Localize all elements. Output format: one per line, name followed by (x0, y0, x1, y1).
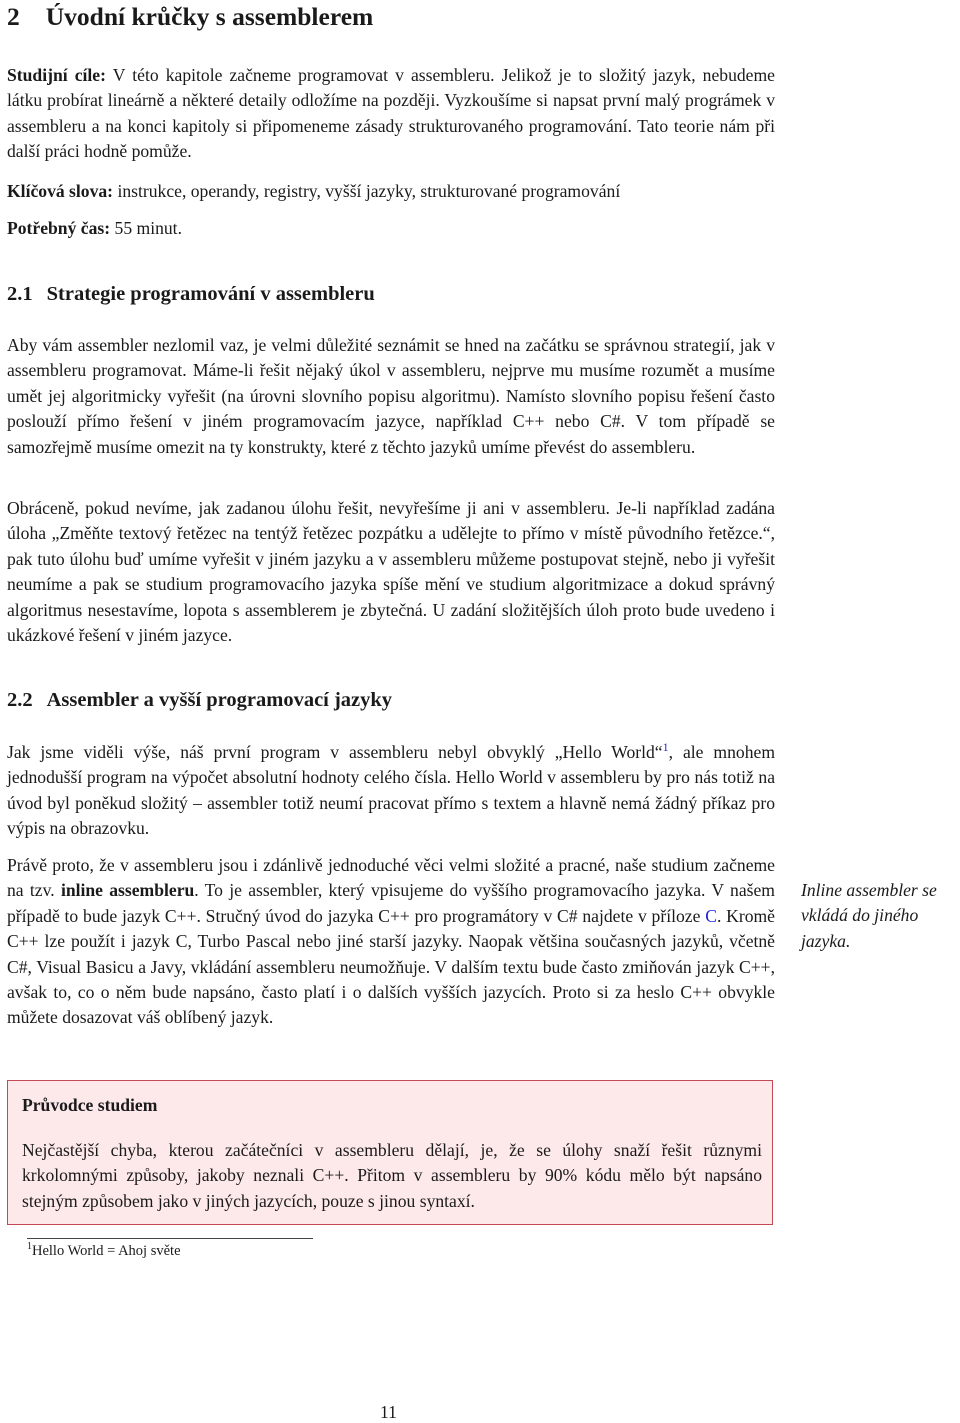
chapter-title: Úvodní krůčky s assemblerem (45, 2, 374, 31)
study-guide-text: Nejčastější chyba, kterou začátečníci v assembleru dělají, je, že se úlohy snaží řešit různymi krkolomnými způsoby, jakoby neznali C++. Přitom v assembleru by 90% kódu mělo být napsáno stejným způsobem jako v jiných jazycích, pouze s jinou syntaxí. (22, 1140, 762, 1211)
paragraph-text: Aby vám assembler nezlomil vaz, je velmi důležité seznámit se hned na začátku se správnou strategií, jak v assembleru programovat. Máme-li řešit nějaký úkol v assembleru, nejprve mu musíme rozumět a musíme umět jej algoritmicky vyřešit (na úrovni slovního popisu algoritmu). Namísto slovního popisu řešení často poslouží přímo řešení v jiném programovacím jazyce, například C++ nebo C#. V tom případě se samozřejmě musíme omezit na ty konstrukty, které z těchto jazyků umíme převést do assembleru. (7, 335, 775, 457)
time-text: 55 minut. (114, 218, 182, 238)
paragraph-text: Obráceně, pokud nevíme, jak zadanou úlohu řešit, nevyřešíme ji ani v assembleru. Je-li například zadána úloha „Změňte textový řetězec na tentýž řetězec pozpátku a udělejte to přímo v místě původního řetězce.“, pak tuto úlohu buď umíme vyřešit v jiném jazyku a v assembleru můžeme postupovat stejně, nebo ji vyřešit neumíme a pak se studium programovacího jazyka spíše mění ve studium algoritmizace a dokud správný algoritmus nesestavíme, lopota s assemblerem je zbytečná. U zadání složitějších úloh proto bude uvedeno i ukázkové řešení v jiném jazyce. (7, 498, 775, 646)
paragraph-text: . To je assembler, který vpisujeme do vyššího programovacího jazyka. V našem případě to bude jazyk C++. Stručný úvod do jazyka C++ pro programátory v C# najdete v příloze (7, 880, 775, 926)
section-heading-2-1 (7, 283, 375, 306)
required-time (7, 216, 775, 241)
chapter-number: 2 (7, 2, 20, 31)
paragraph-text: , ale mnohem jednodušší program na výpočet absolutní hodnoty celého čísla. Hello World v assembleru by pro nás totiž na úvod byl poněkud složitý – assembler totiž neumí pracovat přímo s textem a hlavně nemá žádný příkaz pro výpis na obrazovku. (7, 742, 775, 839)
section-number: 2.1 (7, 283, 33, 305)
footnote (27, 1243, 181, 1260)
keywords-label: Klíčová slova: (7, 181, 114, 201)
chapter-heading (7, 2, 373, 32)
section-title: Strategie programování v assembleru (46, 283, 375, 305)
footnote-mark: 1 (27, 1241, 32, 1253)
page-number: 11 (380, 1402, 397, 1422)
section-title: Assembler a vyšší programovací jazyky (46, 689, 393, 711)
time-label: Potřebný čas: (7, 218, 111, 238)
objectives-label: Studijní cíle: (7, 65, 106, 85)
section-number: 2.2 (7, 689, 33, 711)
margin-note: Inline assembler se vkládá do jiného jazyka. (801, 880, 937, 951)
paragraph-text: Jak jsme viděli výše, náš první program v assembleru nebyl obvyklý „Hello World“ (7, 742, 663, 762)
objectives-text: V této kapitole začneme programovat v assembleru. Jelikož je to složitý jazyk, nebudeme látku probírat lineárně a některé detaily odložíme na později. Vyzkoušíme si napsat první malý prográmek v assembleru a na konci kapitoly si připomeneme zásady strukturovaného programování. Tato teorie nám při další práci hodně pomůže. (7, 65, 775, 162)
footnote-reference[interactable]: 1 (662, 740, 669, 755)
study-objectives (7, 63, 775, 165)
appendix-link[interactable]: C (705, 905, 717, 926)
section-2-2-paragraph-2 (7, 853, 775, 1031)
section-2-1-paragraph-1 (7, 333, 775, 460)
footnote-text: Hello World = Ahoj světe (32, 1243, 181, 1259)
section-heading-2-2 (7, 689, 392, 712)
paragraph-text: Právě proto, že v assembleru jsou i zdánlivě jednoduché věci velmi složité a pracné, naše studium začneme na tzv. (7, 855, 775, 901)
footnote-divider (27, 1238, 313, 1239)
study-guide-box (7, 1080, 773, 1225)
study-guide-title: Průvodce studiem (22, 1095, 158, 1115)
keywords (7, 179, 775, 204)
section-2-2-paragraph-1 (7, 740, 775, 842)
keywords-text: instrukce, operandy, registry, vyšší jazyky, strukturované programování (117, 181, 621, 201)
section-2-1-paragraph-2 (7, 496, 775, 648)
inline-assembler-term: inline assembleru (60, 880, 195, 901)
paragraph-text: . Kromě C++ lze použít i jazyk C, Turbo Pascal nebo jiné starší jazyky. Naopak většina současných jazyků, včetně C#, Visual Basicu a Javy, vkládání assembleru neumožňuje. V dalším textu bude často zmiňován jazyk C++, avšak to, co o něm bude napsáno, často platí i o dalších vyšších jazycích. Proto si za heslo C++ obvykle můžete dosazovat váš oblíbený jazyk. (7, 905, 775, 1028)
